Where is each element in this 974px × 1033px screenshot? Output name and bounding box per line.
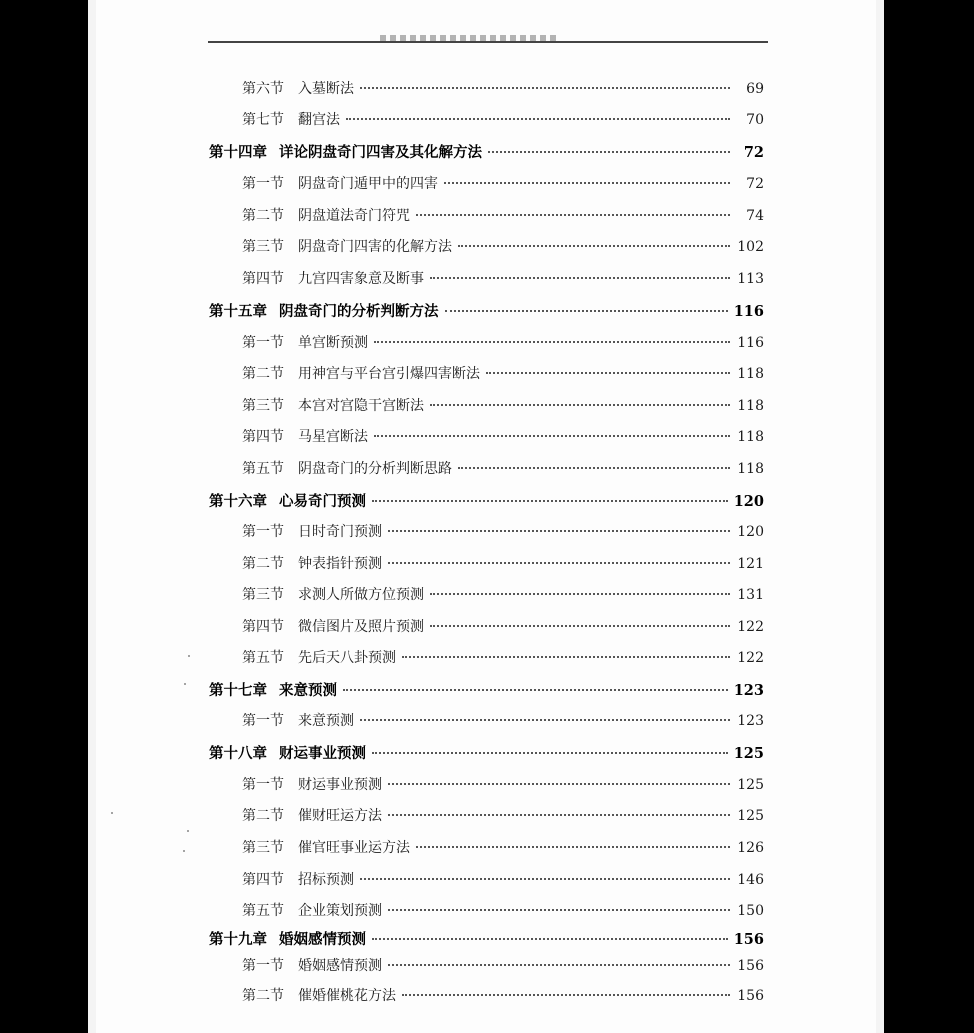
section-label: 第一节 bbox=[242, 524, 284, 540]
chapter-title: 心易奇门预测 bbox=[279, 493, 366, 510]
page-number: 116 bbox=[737, 335, 764, 351]
toc-section-entry bbox=[242, 363, 764, 383]
dot-leader bbox=[416, 846, 730, 848]
section-label: 第二节 bbox=[242, 808, 284, 824]
dot-leader bbox=[388, 562, 730, 564]
section-title: 来意预测 bbox=[298, 713, 354, 729]
page-number: 126 bbox=[737, 840, 764, 856]
section-label: 第一节 bbox=[242, 777, 284, 793]
section-title: 阴盘道法奇门符咒 bbox=[298, 208, 410, 224]
page-number: 113 bbox=[737, 271, 764, 287]
toc-section-entry bbox=[242, 236, 764, 256]
toc-section-entry bbox=[242, 955, 764, 975]
toc-section-entry bbox=[242, 985, 764, 1005]
section-title: 催婚催桃花方法 bbox=[298, 988, 396, 1004]
dot-leader bbox=[430, 277, 730, 279]
chapter-label: 第十五章 bbox=[209, 303, 267, 320]
page-number: 122 bbox=[737, 650, 764, 666]
toc-section-entry bbox=[242, 900, 764, 920]
dot-leader bbox=[372, 500, 728, 502]
toc-section-entry bbox=[242, 205, 764, 225]
section-label: 第七节 bbox=[242, 112, 284, 128]
section-title: 用神宫与平台宫引爆四害断法 bbox=[298, 366, 480, 382]
toc-section-entry bbox=[242, 426, 764, 446]
page-number: 118 bbox=[737, 429, 764, 445]
dot-leader bbox=[372, 938, 728, 940]
page-number: 125 bbox=[737, 777, 764, 793]
section-label: 第四节 bbox=[242, 619, 284, 635]
section-label: 第一节 bbox=[242, 713, 284, 729]
toc-chapter-entry bbox=[209, 742, 764, 763]
toc-section-entry bbox=[242, 584, 764, 604]
page-number: 125 bbox=[733, 745, 764, 762]
section-label: 第二节 bbox=[242, 208, 284, 224]
chapter-title: 阴盘奇门的分析判断方法 bbox=[279, 303, 439, 320]
scan-speck bbox=[111, 812, 113, 814]
chapter-label: 第十六章 bbox=[209, 493, 267, 510]
section-label: 第六节 bbox=[242, 81, 284, 97]
section-label: 第五节 bbox=[242, 650, 284, 666]
toc-section-entry bbox=[242, 805, 764, 825]
chapter-title: 详论阴盘奇门四害及其化解方法 bbox=[279, 144, 482, 161]
page-number: 156 bbox=[737, 988, 764, 1004]
dot-leader bbox=[458, 467, 730, 469]
page-number: 118 bbox=[737, 461, 764, 477]
page-number: 131 bbox=[737, 587, 764, 603]
dot-leader bbox=[346, 118, 730, 120]
section-title: 阴盘奇门遁甲中的四害 bbox=[298, 176, 438, 192]
dot-leader bbox=[343, 689, 728, 691]
section-title: 本宫对宫隐干宫断法 bbox=[298, 398, 424, 414]
dot-leader bbox=[488, 151, 730, 153]
page-number: 125 bbox=[737, 808, 764, 824]
page-number: 69 bbox=[746, 81, 764, 97]
chapter-label: 第十八章 bbox=[209, 745, 267, 762]
section-title: 催官旺事业运方法 bbox=[298, 840, 410, 856]
section-title: 财运事业预测 bbox=[298, 777, 382, 793]
dot-leader bbox=[372, 752, 728, 754]
toc-section-entry bbox=[242, 109, 764, 129]
section-title: 入墓断法 bbox=[298, 81, 354, 97]
chapter-title: 财运事业预测 bbox=[279, 745, 366, 762]
page-number: 120 bbox=[733, 493, 764, 510]
scan-speck bbox=[183, 850, 185, 852]
page-number: 120 bbox=[737, 524, 764, 540]
chapter-label: 第十七章 bbox=[209, 682, 267, 699]
section-label: 第二节 bbox=[242, 556, 284, 572]
section-title: 钟表指针预测 bbox=[298, 556, 382, 572]
toc-section-entry bbox=[242, 268, 764, 288]
chapter-title: 婚姻感情预测 bbox=[279, 931, 366, 948]
dot-leader bbox=[360, 87, 730, 89]
page-number: 122 bbox=[737, 619, 764, 635]
toc-section-entry bbox=[242, 710, 764, 730]
section-label: 第一节 bbox=[242, 176, 284, 192]
section-label: 第四节 bbox=[242, 429, 284, 445]
section-title: 九宫四害象意及断事 bbox=[298, 271, 424, 287]
toc-chapter-entry bbox=[209, 679, 764, 700]
page-number: 156 bbox=[737, 958, 764, 974]
section-title: 招标预测 bbox=[298, 872, 354, 888]
page-number: 150 bbox=[737, 903, 764, 919]
dot-leader bbox=[388, 814, 730, 816]
section-title: 翻宫法 bbox=[298, 112, 340, 128]
section-label: 第二节 bbox=[242, 366, 284, 382]
page-number: 118 bbox=[737, 398, 764, 414]
section-title: 微信图片及照片预测 bbox=[298, 619, 424, 635]
section-title: 阴盘奇门的分析判断思路 bbox=[298, 461, 452, 477]
toc-section-entry bbox=[242, 869, 764, 889]
section-label: 第三节 bbox=[242, 587, 284, 603]
dot-leader bbox=[360, 878, 730, 880]
page-number: 102 bbox=[737, 239, 764, 255]
page-number: 118 bbox=[737, 366, 764, 382]
table-of-contents bbox=[88, 0, 884, 1033]
section-label: 第五节 bbox=[242, 903, 284, 919]
toc-section-entry bbox=[242, 647, 764, 667]
dot-leader bbox=[374, 435, 730, 437]
section-title: 马星宫断法 bbox=[298, 429, 368, 445]
section-title: 日时奇门预测 bbox=[298, 524, 382, 540]
section-label: 第四节 bbox=[242, 271, 284, 287]
dot-leader bbox=[388, 909, 730, 911]
section-label: 第一节 bbox=[242, 958, 284, 974]
toc-section-entry bbox=[242, 774, 764, 794]
toc-section-entry bbox=[242, 553, 764, 573]
dot-leader bbox=[402, 994, 730, 996]
page-number: 156 bbox=[733, 931, 764, 948]
toc-section-entry bbox=[242, 616, 764, 636]
toc-chapter-entry bbox=[209, 490, 764, 511]
toc-section-entry bbox=[242, 173, 764, 193]
toc-section-entry bbox=[242, 332, 764, 352]
section-label: 第三节 bbox=[242, 398, 284, 414]
dot-leader bbox=[374, 341, 730, 343]
section-title: 先后天八卦预测 bbox=[298, 650, 396, 666]
page-number: 70 bbox=[746, 112, 764, 128]
dot-leader bbox=[416, 214, 730, 216]
dot-leader bbox=[388, 964, 730, 966]
toc-chapter-entry bbox=[209, 141, 764, 162]
toc-chapter-entry bbox=[209, 300, 764, 321]
dot-leader bbox=[360, 719, 730, 721]
toc-section-entry bbox=[242, 837, 764, 857]
section-title: 单宫断预测 bbox=[298, 335, 368, 351]
page-number: 121 bbox=[737, 556, 764, 572]
section-label: 第一节 bbox=[242, 335, 284, 351]
page-number: 123 bbox=[737, 713, 764, 729]
dot-leader bbox=[402, 656, 730, 658]
section-title: 阴盘奇门四害的化解方法 bbox=[298, 239, 452, 255]
page-number: 146 bbox=[737, 872, 764, 888]
chapter-label: 第十九章 bbox=[209, 931, 267, 948]
dot-leader bbox=[458, 245, 730, 247]
scan-speck bbox=[184, 683, 186, 685]
section-label: 第三节 bbox=[242, 840, 284, 856]
dot-leader bbox=[430, 593, 730, 595]
page-number: 123 bbox=[733, 682, 764, 699]
section-title: 求测人所做方位预测 bbox=[298, 587, 424, 603]
toc-section-entry bbox=[242, 458, 764, 478]
section-label: 第四节 bbox=[242, 872, 284, 888]
chapter-label: 第十四章 bbox=[209, 144, 267, 161]
dot-leader bbox=[486, 372, 730, 374]
section-title: 催财旺运方法 bbox=[298, 808, 382, 824]
dot-leader bbox=[388, 530, 730, 532]
page-number: 74 bbox=[746, 208, 764, 224]
dot-leader bbox=[444, 182, 730, 184]
dot-leader bbox=[430, 404, 730, 406]
chapter-title: 来意预测 bbox=[279, 682, 337, 699]
book-page bbox=[88, 0, 884, 1033]
toc-section-entry bbox=[242, 521, 764, 541]
section-label: 第二节 bbox=[242, 988, 284, 1004]
scan-speck bbox=[187, 830, 189, 832]
section-title: 婚姻感情预测 bbox=[298, 958, 382, 974]
page-number: 72 bbox=[746, 176, 764, 192]
scan-speck bbox=[188, 655, 190, 657]
section-label: 第五节 bbox=[242, 461, 284, 477]
toc-section-entry bbox=[242, 395, 764, 415]
page-number: 116 bbox=[733, 303, 764, 320]
dot-leader bbox=[445, 310, 728, 312]
dot-leader bbox=[388, 783, 730, 785]
toc-section-entry bbox=[242, 78, 764, 98]
dot-leader bbox=[430, 625, 730, 627]
page-number: 72 bbox=[743, 144, 764, 161]
toc-chapter-entry bbox=[209, 928, 764, 949]
section-title: 企业策划预测 bbox=[298, 903, 382, 919]
section-label: 第三节 bbox=[242, 239, 284, 255]
